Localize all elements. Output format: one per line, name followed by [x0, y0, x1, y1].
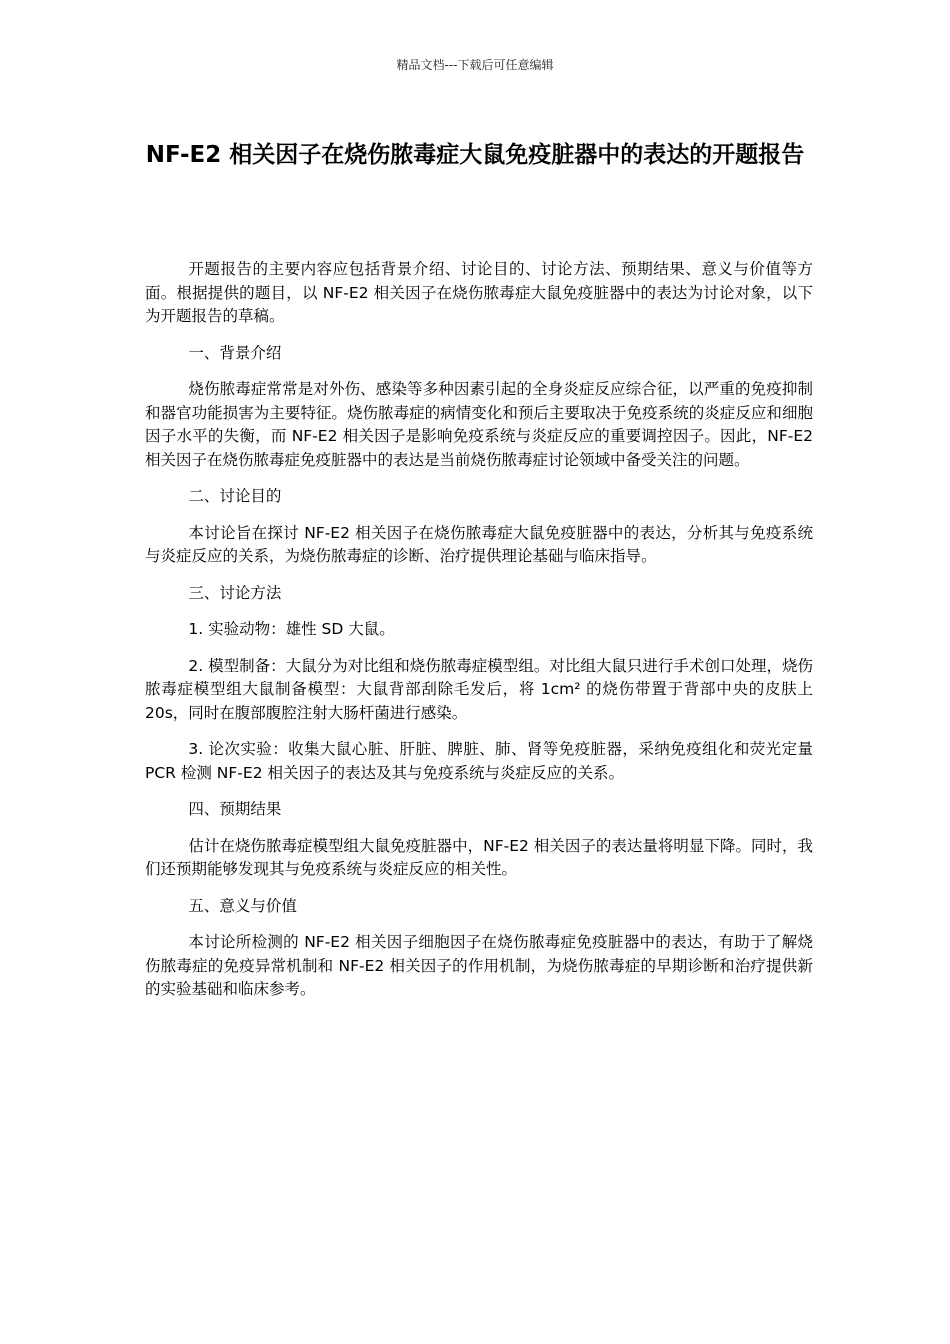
document-title: NF-E2 相关因子在烧伤脓毒症大鼠免疫脏器中的表达的开题报告 [145, 142, 805, 168]
document-body [145, 258, 813, 1015]
section-heading-results: 四、预期结果 [188, 800, 282, 818]
header-note: 精品文档---下载后可任意编辑 [396, 58, 554, 72]
section-heading-significance: 五、意义与价值 [188, 896, 297, 915]
section-heading-methods: 三、讨论方法 [188, 583, 282, 602]
background-paragraph: 烧伤脓毒症常常是对外伤、感染等多种因素引起的全身炎症反应综合征，以严重的免疫抑制和器官功能损害为主要特征。烧伤脓毒症的病情变化和预后主要取决于免疫系统的炎症反应和细胞因子水平的失衡，而 NF-E2 相关因子是影响免疫系统与炎症反应的重要调控因子。因此，NF-E2 相关因子在烧伤脓毒症免疫脏器中的表达是当前烧伤脓毒症讨论领域中备受关注的问题。 [145, 380, 813, 469]
section-heading-background: 一、背景介绍 [188, 343, 282, 362]
section-heading-purpose: 二、讨论目的 [188, 487, 282, 505]
method-item-model: 2. 模型制备：大鼠分为对比组和烧伤脓毒症模型组。对比组大鼠只进行手术创口处理，烧伤脓毒症模型组大鼠制备模型：大鼠背部刮除毛发后，将 1cm² 的烧伤带置于背部中央的皮肤上 20s，同时在腹部腹腔注射大肠杆菌进行感染。 [145, 656, 813, 722]
method-item-experiment: 3. 论次实验：收集大鼠心脏、肝脏、脾脏、肺、肾等免疫脏器，采纳免疫组化和荧光定量 PCR 检测 NF-E2 相关因子的表达及其与免疫系统与炎症反应的关系。 [145, 740, 813, 782]
results-paragraph: 估计在烧伤脓毒症模型组大鼠免疫脏器中，NF-E2 相关因子的表达量将明显下降。同时，我们还预期能够发现其与免疫系统与炎症反应的相关性。 [145, 836, 813, 878]
intro-paragraph: 开题报告的主要内容应包括背景介绍、讨论目的、讨论方法、预期结果、意义与价值等方面。根据提供的题目，以 NF-E2 相关因子在烧伤脓毒症大鼠免疫脏器中的表达为讨论对象，以下为开题报告的草稿。 [145, 260, 813, 325]
purpose-paragraph: 本讨论旨在探讨 NF-E2 相关因子在烧伤脓毒症大鼠免疫脏器中的表达，分析其与免疫系统与炎症反应的关系，为烧伤脓毒症的诊断、治疗提供理论基础与临床指导。 [145, 523, 813, 565]
significance-paragraph: 本讨论所检测的 NF-E2 相关因子细胞因子在烧伤脓毒症免疫脏器中的表达，有助于了解烧伤脓毒症的免疫异常机制和 NF-E2 相关因子的作用机制，为烧伤脓毒症的早期诊断和治疗提供新的实验基础和临床参考。 [145, 933, 813, 998]
method-item-animals: 1. 实验动物：雄性 SD 大鼠。 [188, 620, 395, 638]
